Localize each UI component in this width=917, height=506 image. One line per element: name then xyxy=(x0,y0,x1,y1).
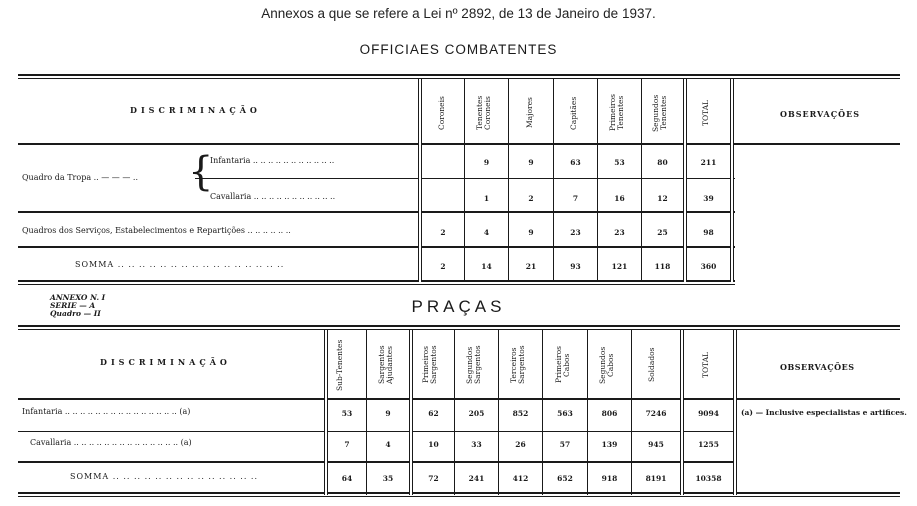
col-header-coroneis: Coroneis xyxy=(437,96,446,130)
col-header-primeiros-sargentos: Primeiros Sargentos xyxy=(421,345,438,385)
pracas-cell: 7 xyxy=(344,440,350,449)
annexo-reference: ANNEXO N. I SERIE — A Quadro — II xyxy=(50,293,106,318)
pracas-cell: 64 xyxy=(341,474,353,483)
pracas-cell: 1255 xyxy=(698,440,719,449)
law-reference-note: Annexos a que se refere a Lei nº 2892, de 13 de Janeiro de 1937. xyxy=(261,6,656,21)
officiaes-cell: 9 xyxy=(528,228,534,237)
row-label-infantaria: Infantaria .. .. .. .. .. .. .. .. .. .. .. xyxy=(210,156,335,165)
officiaes-cell: 2 xyxy=(440,262,446,271)
officiaes-cell: 23 xyxy=(570,228,581,237)
officiaes-cell: 121 xyxy=(611,262,628,271)
officiaes-cell: 1 xyxy=(483,194,490,203)
pracas-cell: 652 xyxy=(557,474,573,483)
officiaes-obs-header: OBSERVAÇÕES xyxy=(780,109,860,119)
pracas-observation-note: (a) — Inclusive especialistas e artifices. xyxy=(741,408,907,417)
row-label-somma: SOMMA .. .. .. .. .. .. .. .. .. .. .. .. .. .. .. .. xyxy=(75,260,285,269)
pracas-cell: 139 xyxy=(601,440,618,449)
pracas-cell: 53 xyxy=(341,409,353,418)
col-header-segundos-tenentes: Segundos Tenentes xyxy=(651,94,668,132)
col-header-segundos-sargentos: Segundos Sargentos xyxy=(465,345,482,385)
pracas-row-label-cavallaria: Cavallaria .. .. .. .. .. .. .. .. .. .. .. .. .. .. (a) xyxy=(30,438,192,447)
officiaes-cell: 9 xyxy=(528,158,534,167)
pracas-cell: 852 xyxy=(512,409,529,418)
pracas-cell: 412 xyxy=(512,474,529,483)
col-header-soldados: Soldados xyxy=(647,347,656,383)
pracas-cell: 205 xyxy=(468,409,485,418)
pracas-cell: 9 xyxy=(385,409,391,418)
pracas-cell: 241 xyxy=(468,474,485,483)
col-header-capitaes: Capitães xyxy=(569,96,578,130)
pracas-cell: 945 xyxy=(648,440,664,449)
col-header-sargentos-ajudantes: Sargentos Ajudantes xyxy=(377,345,394,385)
pracas-cell: 26 xyxy=(515,440,526,449)
pracas-cell: 806 xyxy=(601,409,618,418)
officiaes-disc-header: DISCRIMINAÇÃO xyxy=(130,105,261,115)
officiaes-cell: 4 xyxy=(483,228,490,237)
pracas-obs-header: OBSERVAÇÕES xyxy=(780,362,855,372)
pracas-cell: 918 xyxy=(601,474,618,483)
col-header-sub-tenentes: Sub-Tenentes xyxy=(335,339,344,391)
pracas-cell: 4 xyxy=(385,440,391,449)
officiaes-cell: 9 xyxy=(483,158,490,167)
pracas-cell: 8191 xyxy=(645,474,667,483)
group-label-quadro-tropa: Quadro da Tropa .. — — — .. xyxy=(22,173,138,182)
officiaes-cell: 39 xyxy=(703,194,714,203)
officiaes-cell: 63 xyxy=(570,158,581,167)
officiaes-cell: 16 xyxy=(614,194,625,203)
officiaes-cell: 12 xyxy=(657,194,668,203)
officiaes-cell: 21 xyxy=(525,262,537,271)
pracas-cell: 7246 xyxy=(645,409,667,418)
officiaes-cell: 80 xyxy=(657,158,668,167)
col-header-tenentes-coroneis: Tenentes Coroneis xyxy=(475,95,492,131)
officiaes-cell: 53 xyxy=(614,158,625,167)
pracas-cell: 35 xyxy=(382,474,394,483)
pracas-cell: 57 xyxy=(559,440,571,449)
pracas-cell: 62 xyxy=(428,409,439,418)
officiaes-cell: 118 xyxy=(654,262,671,271)
col-header-total: TOTAL xyxy=(701,99,710,127)
pracas-disc-header: DISCRIMINAÇÃO xyxy=(100,357,231,367)
officiaes-cell: 2 xyxy=(528,194,534,203)
officiaes-cell: 23 xyxy=(614,228,625,237)
pracas-row-label-somma: SOMMA .. .. .. .. .. .. .. .. .. .. .. .. .. .. xyxy=(70,472,259,481)
pracas-cell: 10358 xyxy=(695,474,722,483)
pracas-cell: 9094 xyxy=(698,409,719,418)
row-label-quadros-servicos: Quadros dos Serviços, Estabelecimentos e Repartições .. .. .. .. .. .. xyxy=(22,226,291,235)
pracas-cell: 10 xyxy=(428,440,439,449)
officiaes-cell: 7 xyxy=(572,194,579,203)
officiaes-cell: 98 xyxy=(703,228,714,237)
pracas-cell: 72 xyxy=(428,474,439,483)
officiaes-cell: 14 xyxy=(481,262,492,271)
col-header-segundos-cabos: Segundos Cabos xyxy=(598,346,615,384)
col-header-primeiros-tenentes: Primeiros Tenentes xyxy=(608,94,625,132)
group-brace: { xyxy=(188,149,214,195)
col-header-terceiros-sargentos: Terceiros Sargentos xyxy=(509,345,526,385)
pracas-title: PRAÇAS xyxy=(411,297,506,316)
row-label-cavallaria: Cavallaria .. .. .. .. .. .. .. .. .. .. .. xyxy=(210,192,336,201)
pracas-cell: 563 xyxy=(557,409,573,418)
officiaes-cell: 360 xyxy=(700,262,717,271)
pracas-cell: 33 xyxy=(471,440,482,449)
col-header-majores: Majores xyxy=(525,97,534,129)
officiaes-title: OFFICIAES COMBATENTES xyxy=(359,42,558,57)
officiaes-cell: 211 xyxy=(700,158,717,167)
officiaes-cell: 93 xyxy=(570,262,581,271)
col-header-pracas-total: TOTAL xyxy=(701,351,710,379)
officiaes-cell: 25 xyxy=(657,228,668,237)
col-header-primeiros-cabos: Primeiros Cabos xyxy=(554,346,571,384)
pracas-row-label-infantaria: Infantaria .. .. .. .. .. .. .. .. .. .. .. .. .. .. .. (a) xyxy=(22,407,191,416)
officiaes-cell: 2 xyxy=(440,228,446,237)
